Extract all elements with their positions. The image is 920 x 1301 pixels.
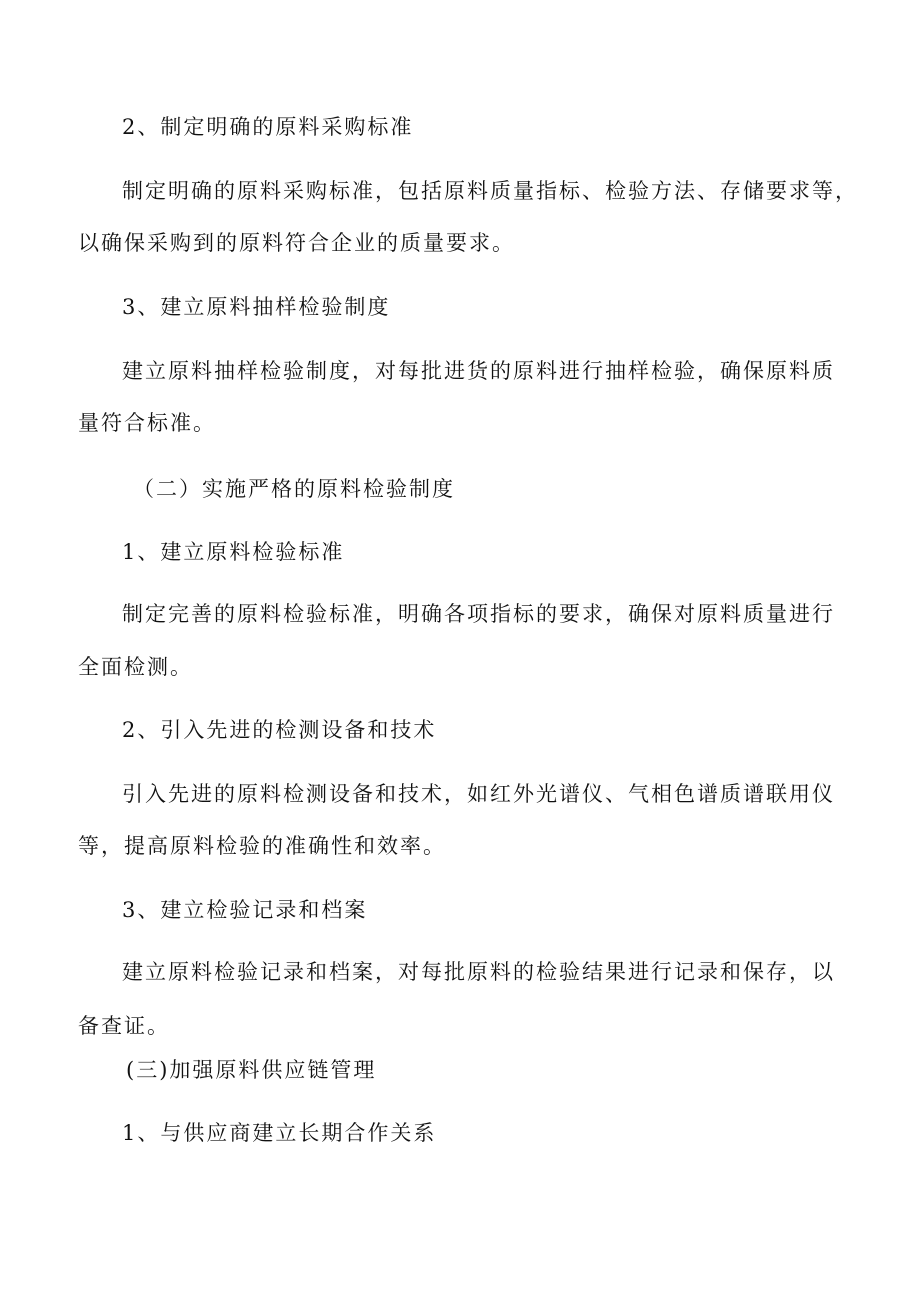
paragraph-advanced-equipment-line-2: 等，提高原料检验的准确性和效率。 — [78, 834, 446, 858]
paragraph-sampling-inspection-line-1: 建立原料抽样检验制度，对每批进货的原料进行抽样检验，确保原料质 — [122, 359, 835, 383]
section-heading-supply-chain: (三)加强原料供应链管理 — [126, 1058, 377, 1082]
paragraph-inspection-records-line-2: 备查证。 — [78, 1014, 170, 1038]
heading-sampling-inspection: 3、建立原料抽样检验制度 — [122, 295, 391, 319]
paragraph-inspection-records-line-1: 建立原料检验记录和档案，对每批原料的检验结果进行记录和保存，以 — [122, 960, 835, 984]
paragraph-sampling-inspection-line-2: 量符合标准。 — [78, 411, 216, 435]
paragraph-purchase-standard-line-1: 制定明确的原料采购标准，包括原料质量指标、检验方法、存储要求等， — [122, 179, 858, 203]
paragraph-purchase-standard-line-2: 以确保采购到的原料符合企业的质量要求。 — [78, 231, 515, 255]
heading-inspection-standard: 1、建立原料检验标准 — [122, 540, 345, 564]
section-heading-strict-inspection: （二）实施严格的原料检验制度 — [133, 477, 455, 501]
heading-purchase-standard: 2、制定明确的原料采购标准 — [122, 115, 414, 139]
paragraph-advanced-equipment-line-1: 引入先进的原料检测设备和技术，如红外光谱仪、气相色谱质谱联用仪 — [122, 782, 835, 806]
paragraph-inspection-standard-line-2: 全面检测。 — [78, 655, 193, 679]
paragraph-inspection-standard-line-1: 制定完善的原料检验标准，明确各项指标的要求，确保对原料质量进行 — [122, 602, 835, 626]
heading-inspection-records: 3、建立检验记录和档案 — [122, 898, 368, 922]
heading-long-term-supplier: 1、与供应商建立长期合作关系 — [122, 1121, 437, 1145]
heading-advanced-equipment: 2、引入先进的检测设备和技术 — [122, 718, 437, 742]
